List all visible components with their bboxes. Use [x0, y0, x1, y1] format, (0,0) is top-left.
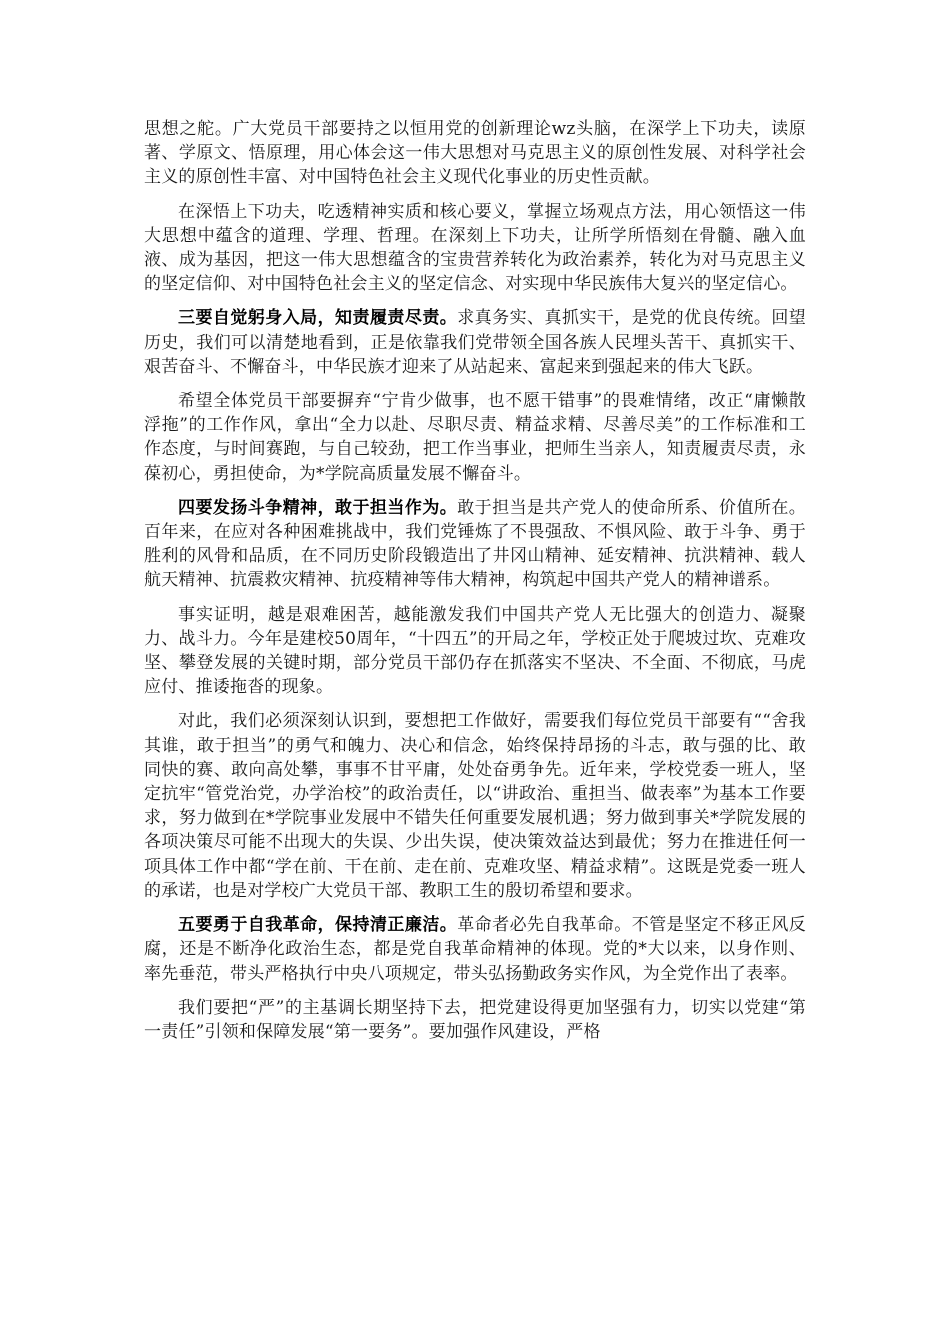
paragraph [144, 913, 806, 986]
paragraph [144, 117, 806, 190]
paragraph-text: 在深悟上下功夫，吃透精神实质和核心要义，掌握立场观点方法，用心领悟这一伟大思想中蕴含的道理、学理、哲理。在深刻上下功夫，让所学所悟刻在骨髓、融入血液、成为基因，把这一伟大思想蕴含的宝贵营养转化为政治素养，转化为对马克思主义的坚定信仰、对中国特色社会主义的坚定信念、对实现中华民族伟大复兴的坚定信心。 [144, 201, 806, 295]
paragraph-text: 希望全体党员干部要摒弃“宁肯少做事，也不愿干错事”的畏难情绪，改正“庸懒散浮拖”的工作作风，拿出“全力以赴、尽职尽责、精益求精、尽善尽美”的工作标准和工作态度，与时间赛跑，与自己较劲，把工作当事业，把师生当亲人，知责履责尽责，永葆初心，勇担使命，为*学院高质量发展不懈奋斗。 [144, 391, 806, 484]
paragraph-text: 敢于担当是共产党人的使命所系、价值所在。百年来，在应对各种困难挑战中，我们党锤炼了不畏强敌、不惧风险、敢于斗争、勇于胜利的风骨和品质，在不同历史阶段锻造出了井冈山精神、延安精神、抗洪精神、载人航天精神、抗震救灾精神、抗疫精神等伟大精神，构筑起中国共产党人的精神谱系。 [144, 497, 807, 591]
paragraph-text: 思想之舵。广大党员干部要持之以恒用党的创新理论wz头脑，在深学上下功夫，读原著、学原文、悟原理，用心体会这一伟大思想对马克思主义的原创性发展、对科学社会主义的原创性丰富、对中国特色社会主义现代化事业的历史性贡献。 [144, 119, 806, 188]
paragraph-text: 求真务实、真抓实干，是党的优良传统。回望历史，我们可以清楚地看到，正是依靠我们党带领全国各族人民埋头苦干、真抓实干、艰苦奋斗、不懈奋斗，中华民族才迎来了从站起来、富起来到强起来的伟大飞跃。 [144, 308, 807, 377]
paragraph [144, 496, 806, 593]
paragraph-text: 事实证明，越是艰难困苦，越能激发我们中国共产党人无比强大的创造力、凝聚力、战斗力。今年是建校50周年，“十四五”的开局之年，学校正处于爬坡过坎、克难攻坚、攀登发展的关键时期，部分党员干部仍存在抓落实不坚决、不全面、不彻底，马虎应付、推诿拖沓的现象。 [144, 604, 806, 698]
paragraph [144, 603, 806, 700]
paragraph-lead: 四要发扬斗争精神，敢于担当作为。 [178, 497, 458, 518]
paragraph-text: 我们要把“严”的主基调长期坚持下去，把党建设得更加坚强有力，切实以党建“第一责任”引领和保障发展“第一要务”。要加强作风建设，严格 [144, 997, 806, 1042]
paragraph-lead: 三要自觉躬身入局，知责履责尽责。 [178, 308, 458, 329]
paragraph [144, 389, 806, 486]
paragraph-lead: 五要勇于自我革命，保持清正廉洁。 [178, 915, 458, 936]
document-body [144, 117, 806, 1054]
paragraph [144, 306, 806, 379]
paragraph [144, 200, 806, 297]
paragraph [144, 709, 806, 903]
paragraph-text: 革命者必先自我革命。不管是坚定不移正风反腐，还是不断净化政治生态，都是党自我革命精神的体现。党的*大以来，以身作则、率先垂范，带头严格执行中央八项规定，带头弘扬勤政务实作风，为全党作出了表率。 [144, 915, 807, 984]
paragraph [144, 996, 806, 1044]
paragraph-text: 对此，我们必须深刻认识到，要想把工作做好，需要我们每位党员干部要有““舍我其谁，敢于担当”的勇气和魄力、决心和信念，始终保持昂扬的斗志，敢与强的比、敢同快的赛、敢向高处攀，事事不甘平庸，处处奋勇争先。近年来，学校党委一班人，坚定抗牢“管党治党，办学治校”的政治责任，以“讲政治、重担当、做表率”为基本工作要求，努力做到在*学院事业发展中不错失任何重要发展机遇；努力做到事关*学院发展的各项决策尽可能不出现大的失误、少出失误，使决策效益达到最优；努力在推进任何一项具体工作中都“学在前、干在前、走在前、克难攻坚、精益求精”。这既是党委一班人的承诺，也是对学校广大党员干部、教职工生的殷切希望和要求。 [144, 711, 806, 901]
